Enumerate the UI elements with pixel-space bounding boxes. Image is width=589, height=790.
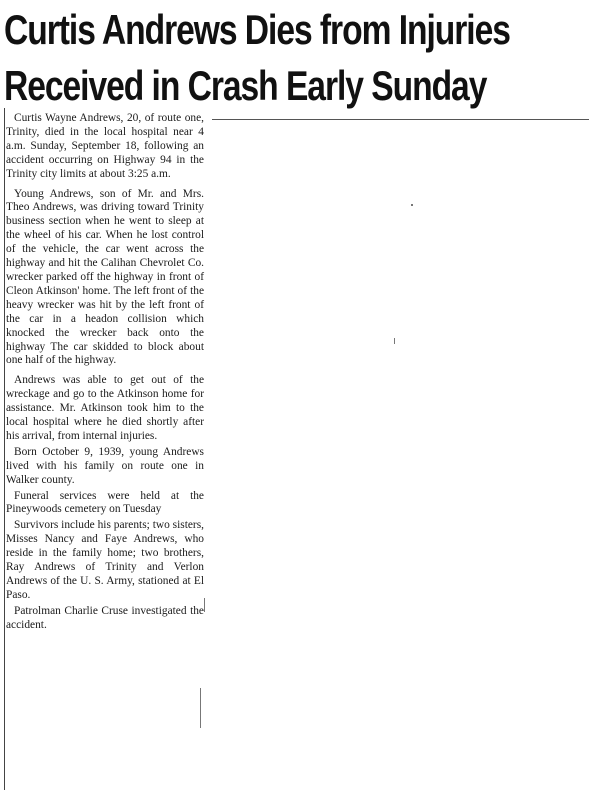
- ink-speck: [394, 338, 395, 344]
- column-rule: [4, 108, 5, 790]
- headline-line-1: Curtis Andrews Dies from Injuries: [4, 6, 510, 53]
- paragraph-lead: Curtis Wayne Andrews, 20, of route one, Trinity, died in the local hospital near 4 a.m. Sunday, September 18, following an accident occurring on Highway 94 in the Trinity city limits at about 3:25 a.m.: [6, 112, 204, 180]
- paragraph-funeral: Funeral services were held at the Pineywoods cemetery on Tuesday: [6, 489, 204, 516]
- horizontal-rule: [212, 119, 589, 120]
- headline: [4, 2, 510, 114]
- paragraph-born: Born October 9, 1939, young Andrews lived with his family on route one in Walker county.: [6, 445, 204, 486]
- headline-line-2: Received in Crash Early Sunday: [4, 62, 487, 109]
- ink-speck: [411, 204, 413, 206]
- paragraph-survivors: Survivors include his parents; two sisters, Misses Nancy and Faye Andrews, who reside in the family home; two brothers, Ray Andrews of Trinity and Verlon Andrews of the U. S. Army, stationed at El Paso.: [6, 519, 204, 601]
- paragraph-patrolman: Patrolman Charlie Cruse investigated the accident.: [6, 604, 204, 631]
- paragraph-hospital: Andrews was able to get out of the wreckage and go to the Atkinson home for assistance. Mr. Atkinson took him to the local hospital where he died shortly after his arrival, from internal injuries.: [6, 374, 204, 442]
- ink-speck: [200, 688, 201, 728]
- ink-speck: [204, 598, 205, 612]
- article-body: [6, 112, 204, 635]
- paragraph-accident: Young Andrews, son of Mr. and Mrs. Theo Andrews, was driving toward Trinity business section when he went to sleep at the wheel of his car. When he lost control of the vehicle, the car went across the highway and hit the Calihan Chevrolet Co. wrecker parked off the highway in front of Cleon Atkinson' home. The left front of the heavy wrecker was hit by the left front of the car in a headon collision which knocked the wrecker back onto the highway The car skidded to block about one half of the highway.: [6, 187, 204, 367]
